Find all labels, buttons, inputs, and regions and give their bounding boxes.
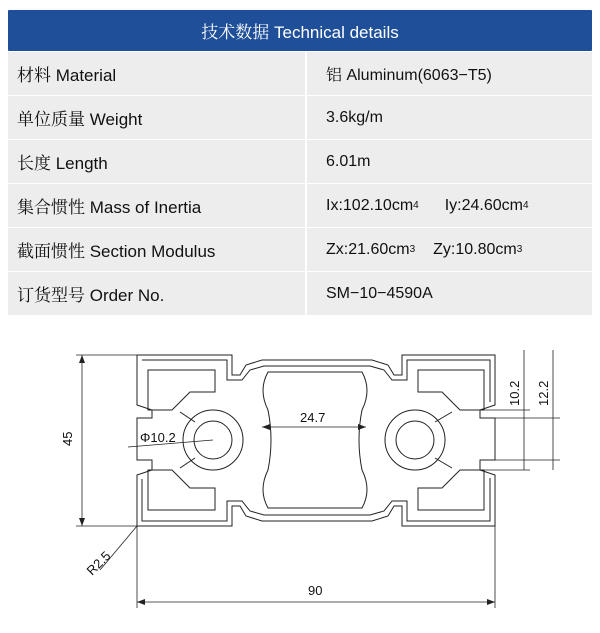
row-value: [307, 184, 592, 227]
center-hollow: [263, 372, 367, 508]
row-value: 铝 Aluminum(6063−T5): [307, 52, 592, 95]
row-label: 截面惯性 Section Modulus: [8, 228, 305, 271]
table-row: [8, 272, 592, 315]
radius-label: R2.5: [83, 548, 114, 579]
modulus-y-exp: 3: [516, 244, 523, 255]
row-value: [307, 228, 592, 271]
row-label: 单位质量 Weight: [8, 96, 305, 139]
profile-drawing: [0, 330, 600, 630]
bore-label: Φ10.2: [140, 430, 176, 445]
slot-bottom-right: [418, 470, 484, 510]
row-value: SM−10−4590A: [307, 272, 592, 315]
inertia-x-exp: 4: [413, 200, 419, 211]
inertia-y: Iy:24.60cm: [444, 196, 523, 214]
slot-top-right: [418, 370, 484, 410]
web: [180, 412, 195, 422]
table-row: [8, 52, 592, 95]
height-label: 45: [60, 431, 75, 446]
table-header: 技术数据 Technical details: [8, 10, 592, 51]
profile-outline: [137, 355, 495, 526]
width-label: 90: [308, 583, 323, 598]
modulus-x: Zx:21.60cm: [326, 240, 410, 258]
inertia-y-exp: 4: [522, 200, 529, 211]
slot-bottom-left: [148, 470, 215, 510]
right-bore-outer: [385, 410, 445, 470]
web: [435, 458, 452, 468]
right-bore-inner: [396, 421, 434, 459]
inertia-x: Ix:102.10cm: [326, 196, 414, 214]
row-value: 3.6kg/m: [307, 96, 592, 139]
row-label: 长度 Length: [8, 140, 305, 183]
web: [435, 412, 452, 422]
modulus-x-exp: 3: [409, 244, 416, 255]
table-row: [8, 184, 592, 227]
modulus-y: Zy:10.80cm: [433, 240, 517, 258]
table-row: [8, 140, 592, 183]
row-value: 6.01m: [307, 140, 592, 183]
row-label: 集合惯性 Mass of Inertia: [8, 184, 305, 227]
table-row: [8, 96, 592, 139]
spec-table: [8, 10, 592, 315]
row-label: 材料 Material: [8, 52, 305, 95]
center-gap-label: 24.7: [300, 410, 326, 425]
table-row: [8, 228, 592, 271]
web: [180, 458, 195, 468]
slot-outer-label: 12.2: [536, 380, 551, 406]
row-label: 订货型号 Order No.: [8, 272, 305, 315]
slot-top-left: [148, 370, 215, 410]
slot-inner-label: 10.2: [507, 380, 522, 406]
